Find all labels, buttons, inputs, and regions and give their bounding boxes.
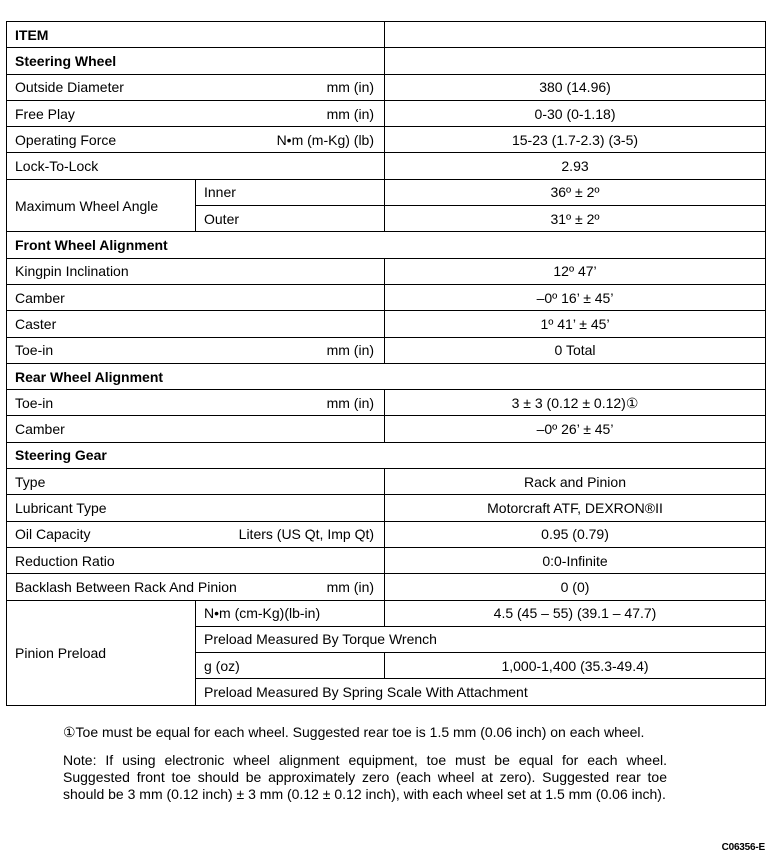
row-value: 0 (0) [385, 574, 766, 600]
torque-unit: N•m (cm-Kg)(lb-in) [196, 600, 385, 626]
row-value: –0º 26’ ± 45’ [385, 416, 766, 442]
row-value: 0 Total [385, 337, 766, 363]
row-value: 0:0-Infinite [385, 547, 766, 573]
table-row [7, 284, 766, 310]
spring-method: Preload Measured By Spring Scale With Attachment [196, 679, 766, 705]
row-value: 3 ± 3 (0.12 ± 0.12)① [385, 390, 766, 416]
row-label: Operating Force [15, 131, 117, 148]
section-steering-gear [7, 442, 766, 468]
row-value: 0.95 (0.79) [385, 521, 766, 547]
table-row [7, 495, 766, 521]
inner-value: 36º ± 2º [385, 179, 766, 205]
operating-force-cell [7, 127, 385, 153]
row-unit: mm (in) [326, 79, 375, 96]
row-label: Toe-in [15, 394, 54, 411]
row-value: 380 (14.96) [385, 74, 766, 100]
outside-diameter-cell [7, 74, 385, 100]
table-row [7, 416, 766, 442]
row-value: –0º 16’ ± 45’ [385, 284, 766, 310]
row-unit: Liters (US Qt, Imp Qt) [238, 526, 375, 543]
row-unit: mm (in) [326, 342, 375, 359]
row-label: Type [7, 469, 385, 495]
rear-toe-in-cell [7, 390, 385, 416]
item-header: ITEM [7, 22, 385, 48]
table-row [7, 100, 766, 126]
outer-label: Outer [196, 206, 385, 232]
row-label: Camber [7, 284, 385, 310]
pinion-preload-label: Pinion Preload [7, 600, 196, 705]
row-value: 0-30 (0-1.18) [385, 100, 766, 126]
table-row [7, 127, 766, 153]
section-rear-wheel-alignment [7, 363, 766, 389]
table-row [7, 547, 766, 573]
row-value: 2.93 [385, 153, 766, 179]
section-title: Front Wheel Alignment [7, 232, 766, 258]
row-value: Motorcraft ATF, DEXRON®II [385, 495, 766, 521]
table-row [7, 74, 766, 100]
torque-method: Preload Measured By Torque Wrench [196, 626, 766, 652]
footnote-toe: ①Toe must be equal for each wheel. Suggested rear toe is 1.5 mm (0.06 inch) on each wheel. [63, 724, 645, 740]
row-label: Oil Capacity [15, 526, 91, 543]
free-play-cell [7, 100, 385, 126]
section-title: Rear Wheel Alignment [7, 363, 766, 389]
table-row [7, 390, 766, 416]
row-label: Lubricant Type [7, 495, 385, 521]
table-header-row [7, 22, 766, 48]
table-row [7, 574, 766, 600]
table-row [7, 179, 766, 205]
section-title: Steering Gear [7, 442, 766, 468]
row-unit: mm (in) [326, 394, 375, 411]
row-unit: mm (in) [326, 578, 375, 595]
row-label: Lock-To-Lock [7, 153, 385, 179]
row-value: 12º 47’ [385, 258, 766, 284]
footnote-alignment-note: Note: If using electronic wheel alignment equipment, toe must be equal for each wheel. Suggested front toe should be approximately zero (each wheel at zero). Suggested rear toe should be 3 mm (0.12 inch) ± 3 mm (0.12 ± 0.12 inch), with each wheel set at 1.5 mm (0.06 inch). [63, 752, 667, 802]
row-label: Backlash Between Rack And Pinion [15, 578, 237, 595]
row-label: Free Play [15, 105, 75, 122]
backlash-cell [7, 574, 385, 600]
row-label: Reduction Ratio [7, 547, 385, 573]
spec-table [6, 21, 766, 706]
table-row [7, 521, 766, 547]
front-toe-in-cell [7, 337, 385, 363]
max-wheel-angle-label: Maximum Wheel Angle [7, 179, 196, 232]
outer-value: 31º ± 2º [385, 206, 766, 232]
row-label: Caster [7, 311, 385, 337]
value-header [385, 22, 766, 48]
table-row [7, 153, 766, 179]
torque-value: 4.5 (45 – 55) (39.1 – 47.7) [385, 600, 766, 626]
table-row [7, 258, 766, 284]
row-unit: mm (in) [326, 105, 375, 122]
inner-label: Inner [196, 179, 385, 205]
footnotes [63, 724, 667, 803]
section-steering-wheel [7, 48, 766, 74]
table-row [7, 311, 766, 337]
table-row [7, 469, 766, 495]
row-label: Toe-in [15, 342, 54, 359]
table-row [7, 600, 766, 626]
oil-capacity-cell [7, 521, 385, 547]
row-value: Rack and Pinion [385, 469, 766, 495]
table-row [7, 337, 766, 363]
row-label: Kingpin Inclination [7, 258, 385, 284]
row-value: 15-23 (1.7-2.3) (3-5) [385, 127, 766, 153]
spring-value: 1,000-1,400 (35.3-49.4) [385, 653, 766, 679]
row-label: Outside Diameter [15, 79, 124, 96]
row-label: Camber [7, 416, 385, 442]
section-blank [385, 48, 766, 74]
row-unit: N•m (m-Kg) (lb) [276, 131, 375, 148]
section-front-wheel-alignment [7, 232, 766, 258]
row-value: 1º 41’ ± 45’ [385, 311, 766, 337]
spring-unit: g (oz) [196, 653, 385, 679]
figure-code: C06356-E [721, 842, 765, 853]
section-title: Steering Wheel [7, 48, 385, 74]
